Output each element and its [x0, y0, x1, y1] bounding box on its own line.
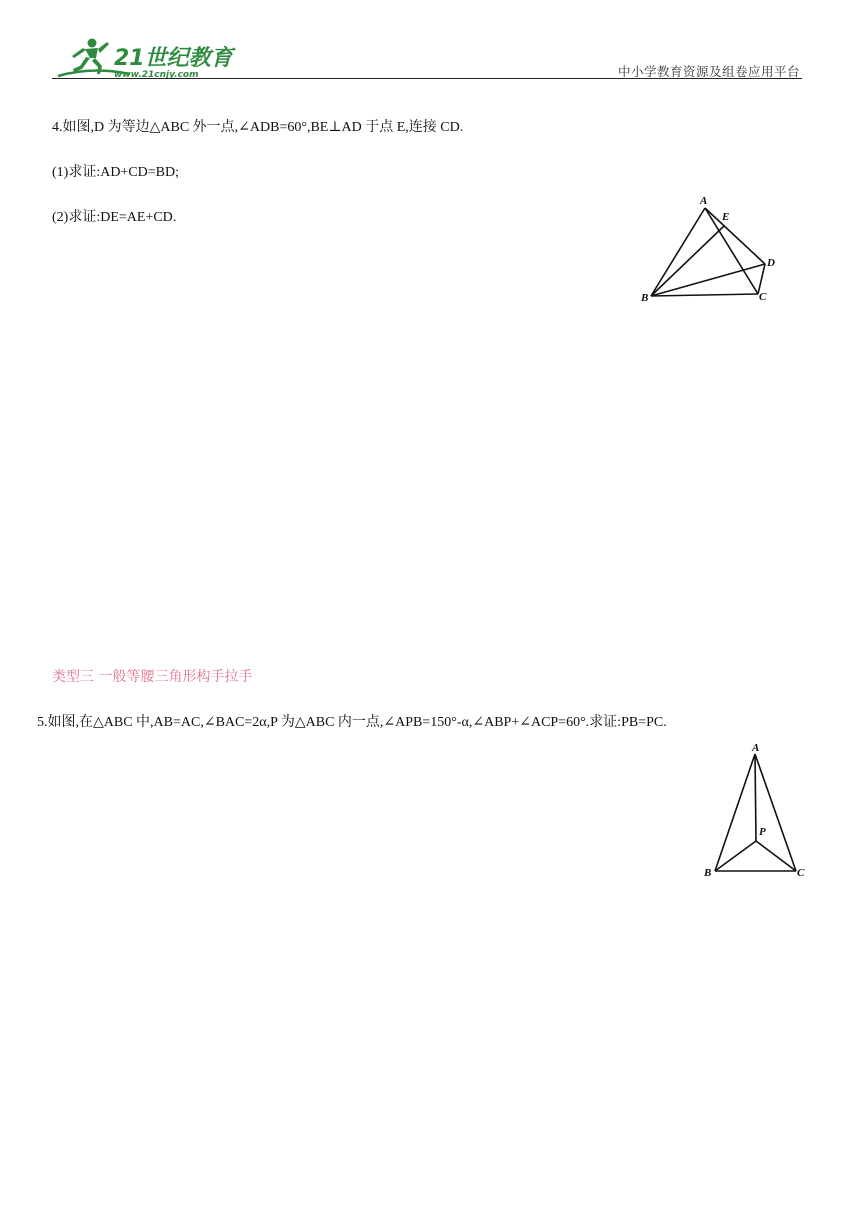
logo-text: 21世纪教育 — [114, 46, 233, 71]
section-title: 类型三 一般等腰三角形构手拉手 — [52, 669, 253, 685]
label-b: B — [704, 867, 712, 879]
label-c: C — [759, 291, 767, 303]
question-4-part-2: (2)求证:DE=AE+CD. — [52, 210, 177, 225]
question-4-figure — [638, 192, 784, 308]
label-d: D — [767, 257, 775, 269]
question-5-text: 5.如图,在△ABC 中,AB=AC,∠BAC=2α,P 为△ABC 内一点,∠APB=150°-α,∠ABP+∠ACP=60°.求证:PB=PC. — [37, 715, 667, 730]
label-c: C — [797, 867, 805, 879]
label-a: A — [700, 195, 708, 207]
segment-cd — [758, 264, 765, 294]
segment-ap — [755, 754, 756, 841]
question-5-figure — [700, 740, 812, 882]
runner-icon — [72, 39, 109, 75]
label-p: P — [759, 826, 766, 838]
segment-ab — [715, 754, 755, 871]
page-header — [52, 36, 802, 80]
segment-ac — [755, 754, 796, 871]
header-divider — [52, 78, 802, 79]
question-4-part-1: (1)求证:AD+CD=BD; — [52, 165, 180, 180]
segment-bc — [651, 294, 758, 296]
site-name: 中小学教育资源及组卷应用平台 — [617, 64, 800, 79]
segment-bp — [715, 841, 756, 871]
logo-21cnjy — [52, 36, 242, 80]
label-b: B — [641, 292, 649, 304]
question-4-text: 4.如图,D 为等边△ABC 外一点,∠ADB=60°,BE⊥AD 于点 E,连接 CD. — [52, 120, 464, 135]
label-a: A — [752, 742, 760, 754]
logo-url: www.21cnjy.com — [114, 70, 199, 80]
label-e: E — [722, 211, 730, 223]
